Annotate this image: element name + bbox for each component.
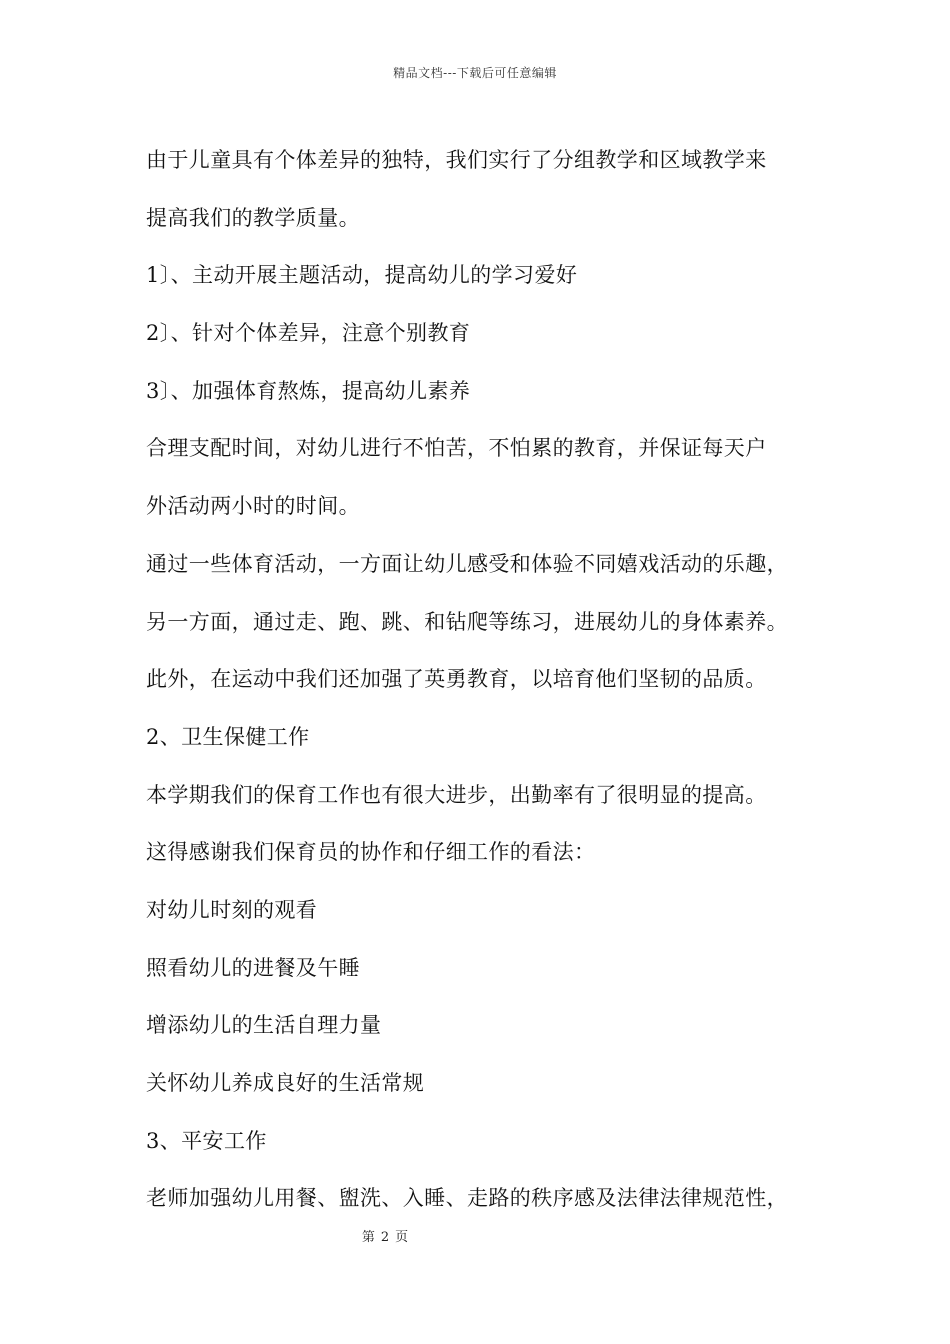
list-item: 关怀幼儿养成良好的生活常规: [146, 1071, 425, 1095]
list-item: 对幼儿时刻的观看: [146, 897, 318, 922]
text-line: 此外，在运动中我们还加强了英勇教育，以培育他们坚韧的品质。: [146, 667, 767, 692]
list-item: 1〕、主动开展主题活动，提高幼儿的学习爱好: [146, 263, 578, 288]
text-line: 这得感谢我们保育员的协作和仔细工作的看法：: [146, 840, 596, 865]
text-line: 合理支配时间，对幼儿进行不怕苦，不怕累的教育，并保证每天户: [146, 436, 767, 461]
page-header: 精品文档---下载后可任意编辑: [393, 66, 557, 80]
list-item: 3〕、加强体育熬炼，提高幼儿素养: [146, 378, 471, 403]
list-item: 2〕、针对个体差异，注意个别教育: [146, 321, 471, 346]
page-label-prefix: 第: [361, 1230, 375, 1245]
list-item: 照看幼儿的进餐及午睡: [146, 955, 360, 980]
page-footer: [0, 1226, 770, 1245]
text-line: 另一方面，通过走、跑、跳、和钻爬等练习，进展幼儿的身体素养。: [146, 609, 788, 634]
text-line: 外活动两小时的时间。: [146, 494, 360, 519]
text-line: 通过一些体育活动，一方面让幼儿感受和体验不同嬉戏活动的乐趣，: [146, 551, 788, 576]
text-line: 老师加强幼儿用餐、盥洗、入睡、走路的秩序感及法律法律规范性，: [146, 1186, 788, 1211]
page-label-suffix: 页: [395, 1230, 409, 1245]
section-heading: 2、卫生保健工作: [146, 724, 310, 749]
page-number: 2: [380, 1230, 390, 1245]
document-body: [146, 132, 826, 1228]
section-heading: 3、平安工作: [146, 1128, 267, 1153]
text-line: 由于儿童具有个体差异的独特，我们实行了分组教学和区域教学来: [146, 148, 767, 172]
list-item: 增添幼儿的生活自理力量: [146, 1013, 382, 1038]
text-line: 提高我们的教学质量。: [146, 205, 360, 230]
text-line: 本学期我们的保育工作也有很大进步，出勤率有了很明显的提高。: [146, 782, 767, 807]
